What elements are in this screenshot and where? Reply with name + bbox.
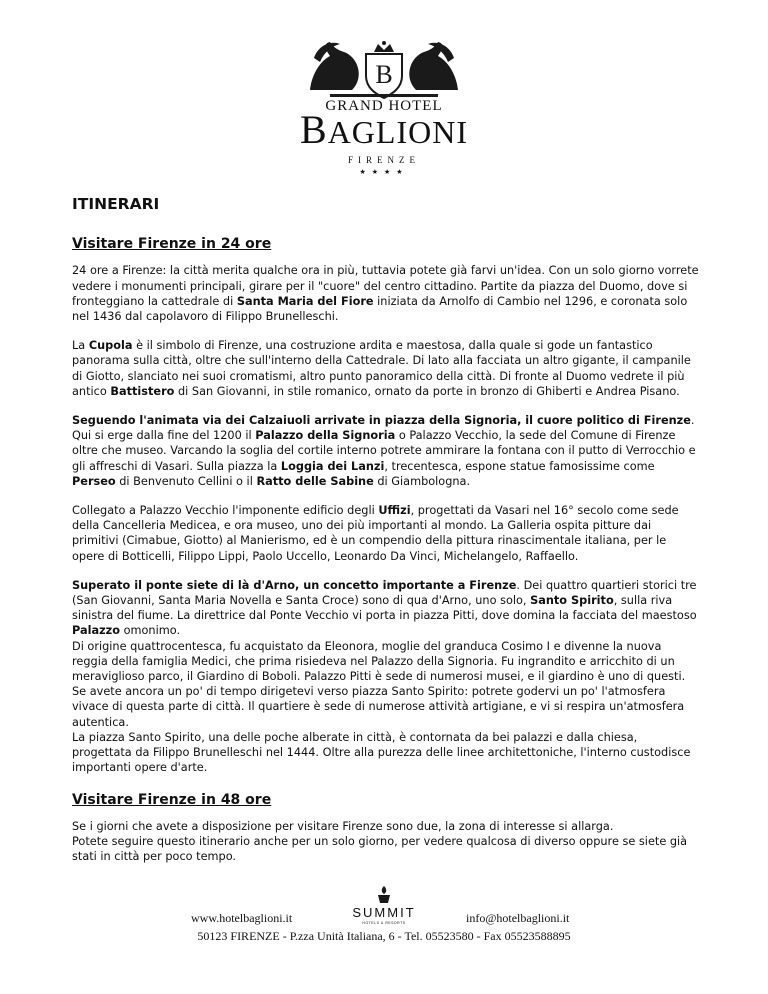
text-run: di Giambologna.: [373, 474, 471, 488]
logo-grand-hotel: GRAND HOTEL: [325, 98, 443, 114]
text-run: . Qui si erge dalla fine del 1200 il: [72, 414, 695, 443]
bold-text: Santo Spirito: [530, 594, 614, 608]
page-footer: [0, 885, 768, 944]
text-run: , sulla riva sinistra del fiume. La direttrice dal Ponte Vecchio vi porta in piazza Pitti, dove domina la facciata del maestoso: [72, 594, 697, 623]
section-heading-48h: Visitare Firenze in 48 ore: [72, 791, 272, 808]
text-run: 24 ore a Firenze: la città merita qualche ora in più, tuttavia potete già farvi un'idea. Con un solo giorno vorrete vedere i monumenti principali, girare per il "cuore" del centro cittadino. Partite da piazza del Duomo, dove si fronteggiano la cattedrale di: [72, 264, 699, 308]
svg-text:B: B: [375, 60, 393, 89]
paragraph-santo-spirito: Se avete ancora un po' di tempo dirigetevi verso piazza Santo Spirito: potrete godervi un po' l'atmosfera vivace di questa parte di città. Il quartiere è sede di numerose attività artigiane, e vi si respira un'atmosfera autentica.: [72, 685, 685, 729]
text-run: . Dei quattro quartieri storici tre (San Giovanni, Santa Maria Novella e Santa Croce) sono di qua d'Arno, uno solo,: [72, 578, 697, 608]
text-run: Collegato a Palazzo Vecchio l'imponente edificio degli: [72, 504, 379, 518]
logo-hotel-name: [0, 107, 768, 152]
section-heading-24h: Visitare Firenze in 24 ore: [72, 236, 272, 253]
text-run: iniziata da Arnolfo di Cambio nel 1296, e coronata solo nel 1436 dal capolavoro di Filippo Brunelleschi.: [72, 294, 688, 324]
bold-text: Santa Maria del Fiore: [236, 294, 374, 308]
logo-stars: ★★★★: [359, 168, 409, 176]
text-run: di San Giovanni, in stile romanico, ornato da porte in bronzo di Ghiberti e Andrea Pisano.: [174, 384, 680, 398]
paragraph-intro: [72, 263, 700, 324]
hotel-logo: [0, 38, 768, 176]
logo-initial: B: [300, 107, 328, 152]
griffin-crest-icon: [300, 38, 468, 100]
paragraph-48h-note: Potete seguire questo itinerario anche per un solo giorno, per vedere qualcosa di diverso oppure se siete già stati in città per poco tempo.: [72, 834, 688, 864]
bold-text: Palazzo: [72, 624, 121, 638]
bold-text: Cupola: [88, 339, 133, 353]
summit-logo-subtitle: HOTELS & RESORTS: [362, 921, 406, 925]
text-run: , trecentesca, espone statue famosissime come: [384, 459, 655, 473]
paragraph-piazza-santo-spirito: La piazza Santo Spirito, una delle poche alberate in città, è contornata da bei palazzi e dalla chiesa, progettata da Filippo Brunelleschi nel 1444. Oltre alla purezza delle linee architettoniche, l'interno custodisce importanti opere d'arte.: [72, 730, 691, 775]
paragraph-signoria: [72, 413, 700, 489]
bold-text: Palazzo della Signoria: [255, 429, 396, 443]
text-run: di Benvenuto Cellini o il: [115, 474, 257, 488]
bold-text: Superato il ponte siete di là d'Arno, un concetto importante a Firenze: [72, 578, 517, 592]
text-run: è il simbolo di Firenze, una costruzione ardita e maestosa, dalla quale si gode un fantastico panorama sulla città, oltre che sull'interno della Cattedrale. Di lato alla facciata un altro gigante, il campanile di Giotto, slanciato nei suoi cromatismi, altro punto panoramico della città. Di fronte al Duomo vedrete il più antico: [72, 339, 691, 398]
text-run: , progettati da Vasari nel 16° secolo come sede della Cancelleria Medicea, e ora museo, uno dei più importanti al mondo. La Galleria ospita pitture dai primitivi (Cimabue, Giotto) al Manierismo, ed è un compendio della pittura rinascimentale italiana, per le opere di Botticelli, Filippo Lippi, Paolo Uccello, Leonardo Da Vinci, Michelangelo, Raffaello.: [72, 504, 679, 563]
footer-address: 50123 FIRENZE - P.zza Unità Italiana, 6 - Tel. 05523580 - Fax 05523588895: [197, 929, 571, 943]
text-run: o Palazzo Vecchio, la sede del Comune di Firenze oltre che museo. Varcando la soglia del cortile interno potrete ammirare la fontana con il putto di Verrocchio e gli affreschi di Vasari. Sulla piazza la: [72, 429, 696, 473]
summit-logo-icon: [374, 885, 394, 905]
text-run: La: [72, 339, 89, 353]
logo-city: FIRENZE: [348, 155, 420, 165]
bold-text: Seguendo l'animata via dei Calzaiuoli arrivate in piazza della Signoria, il cuore politico di Firenze: [72, 414, 691, 428]
page-title: ITINERARI: [72, 195, 160, 213]
summit-logo-name: SUMMIT: [352, 905, 416, 920]
bold-text: Loggia dei Lanzi: [280, 459, 385, 473]
paragraph-cupola: [72, 338, 700, 399]
bold-text: Perseo: [72, 474, 116, 488]
paragraph-oltrarno: [72, 578, 700, 639]
bold-text: Ratto delle Sabine: [256, 474, 374, 488]
footer-email-link[interactable]: info@hotelbaglioni.it: [466, 911, 570, 925]
footer-website-link[interactable]: www.hotelbaglioni.it: [191, 911, 293, 925]
document-body: [72, 197, 700, 864]
logo-name-rest: AGLIONI: [327, 114, 468, 150]
footer-contact-row: [0, 905, 768, 927]
bold-text: Uffizi: [378, 504, 411, 518]
paragraph-pitti: Di origine quattrocentesca, fu acquistato da Eleonora, moglie del granduca Cosimo I e divenne la nuova reggia della famiglia Medici, che prima risiedeva nel Palazzo della Signoria. Fu ingrandito e arricchito di un meraviglioso parco, il Giardino di Boboli. Palazzo Pitti è sede di numerosi musei, e il giardino è uno di questi.: [72, 639, 686, 684]
text-run: omonimo.: [120, 624, 181, 638]
paragraph-48h-intro: Se i giorni che avete a disposizione per visitare Firenze sono due, la zona di interesse si allarga.: [72, 819, 614, 833]
bold-text: Battistero: [110, 384, 175, 398]
paragraph-uffizi: [72, 503, 700, 564]
